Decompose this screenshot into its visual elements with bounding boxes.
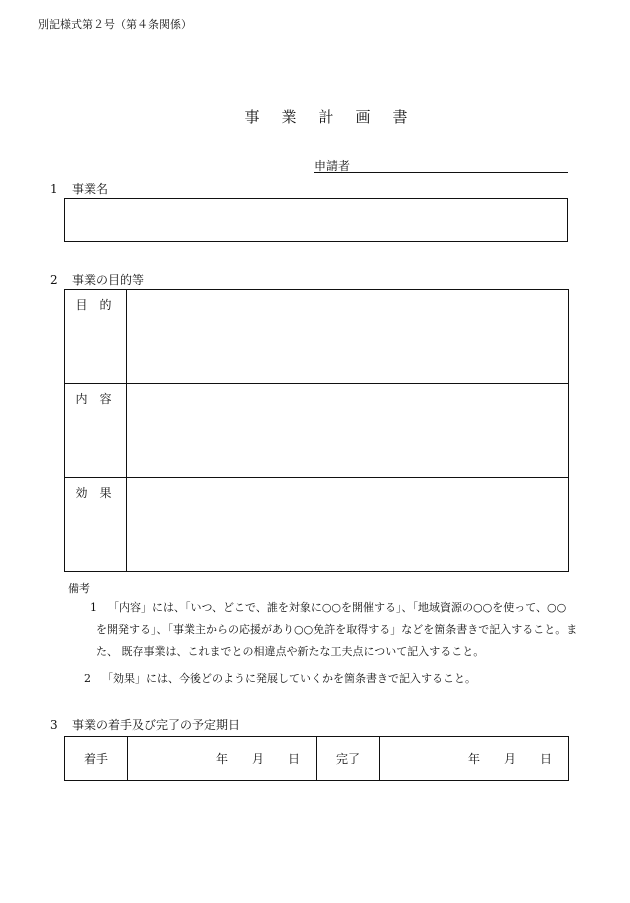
notes-heading: 備考: [68, 582, 90, 595]
note-text: た、 既存事業は、これまでとの相違点や新たな工夫点について記入すること。: [96, 645, 485, 658]
purpose-field[interactable]: [127, 290, 569, 384]
note-item: [90, 597, 588, 663]
form-number: 別記様式第２号（第４条関係）: [38, 18, 192, 31]
month-unit: 月: [251, 752, 264, 766]
content-field[interactable]: [127, 384, 569, 478]
note-text: 「効果」には、今後どのように発展していくかを箇条書きで記入すること。: [102, 672, 476, 685]
start-date-field[interactable]: [128, 737, 317, 781]
table-row: [65, 290, 569, 384]
day-unit: 日: [287, 752, 300, 766]
note-number: 1: [90, 601, 97, 614]
end-label: 完了: [317, 737, 380, 781]
schedule-table: [64, 736, 569, 781]
end-date-field[interactable]: [380, 737, 569, 781]
section-1-heading: [50, 180, 108, 197]
effect-label: 効果: [65, 478, 127, 572]
start-label: 着手: [65, 737, 128, 781]
business-name-field[interactable]: [64, 198, 568, 242]
section-number: 1: [50, 182, 58, 196]
year-unit: 年: [215, 752, 228, 766]
applicant-signature-line[interactable]: [314, 172, 568, 173]
table-row: [65, 478, 569, 572]
note-text: 「内容」には、「いつ、どこで、誰を対象に○○を開催する」、「地域資源の○○を使って、○○: [108, 601, 567, 614]
day-unit: 日: [539, 752, 552, 766]
section-title: 事業の着手及び完了の予定期日: [72, 718, 241, 732]
purpose-label: 目的: [65, 290, 127, 384]
month-unit: 月: [503, 752, 516, 766]
page-title: 事業計画書: [244, 108, 430, 126]
content-label: 内容: [65, 384, 127, 478]
section-3-heading: [50, 716, 240, 733]
purpose-table: [64, 289, 569, 572]
table-row: [65, 384, 569, 478]
note-text: を開発する」、「事業主からの応援があり○○免許を取得する」などを箇条書きで記入すること。ま: [96, 623, 578, 636]
note-number: 2: [84, 672, 91, 685]
note-item: [84, 668, 594, 690]
applicant-label: 申請者: [314, 159, 351, 173]
section-2-heading: [50, 271, 144, 288]
effect-field[interactable]: [127, 478, 569, 572]
section-number: 3: [50, 718, 58, 732]
table-row: [65, 737, 569, 781]
year-unit: 年: [467, 752, 480, 766]
section-title: 事業名: [72, 182, 109, 196]
section-number: 2: [50, 273, 58, 287]
section-title: 事業の目的等: [72, 273, 145, 287]
